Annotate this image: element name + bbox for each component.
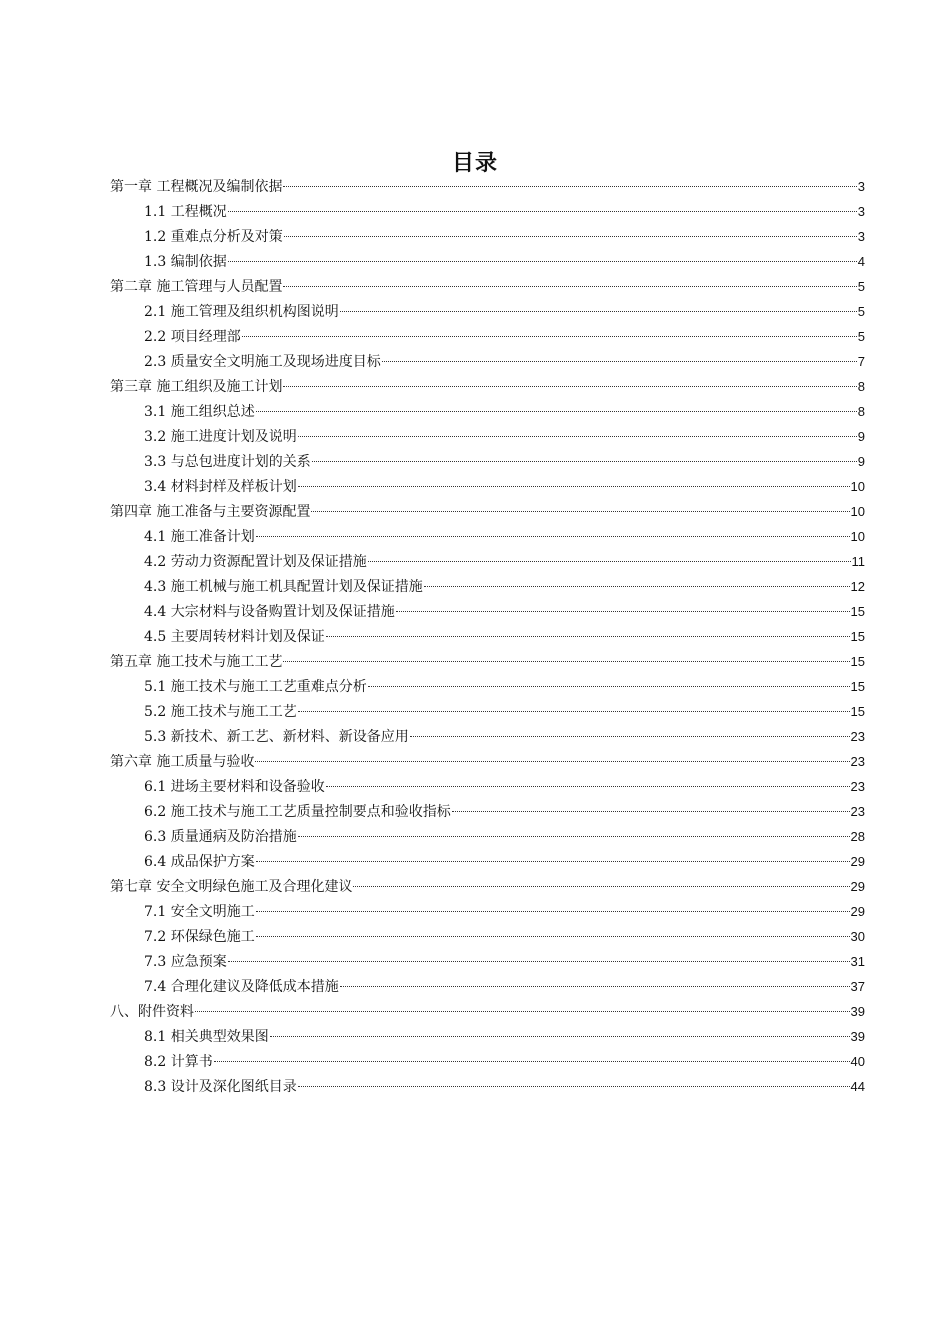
toc-section-entry[interactable]	[110, 474, 865, 499]
toc-dot-leader	[298, 1086, 850, 1087]
toc-dot-leader	[284, 236, 857, 237]
toc-page-number: 39	[850, 1029, 865, 1044]
toc-page-number: 15	[850, 629, 865, 644]
toc-dot-leader	[255, 761, 849, 762]
toc-section-entry[interactable]	[110, 799, 865, 824]
toc-section-entry[interactable]	[110, 924, 865, 949]
toc-entry-label: 5.2 施工技术与施工工艺	[144, 704, 297, 720]
toc-dot-leader	[228, 261, 857, 262]
toc-dot-leader	[326, 786, 850, 787]
toc-section-entry[interactable]	[110, 949, 865, 974]
toc-chapter-entry[interactable]	[110, 174, 865, 199]
toc-page-number: 5	[857, 304, 865, 319]
toc-section-entry[interactable]	[110, 1024, 865, 1049]
toc-entry-label: 八、附件资料	[110, 1004, 194, 1020]
toc-entry-label: 6.4 成品保护方案	[144, 854, 255, 870]
toc-dot-leader	[368, 686, 850, 687]
toc-section-entry[interactable]	[110, 1049, 865, 1074]
toc-chapter-entry[interactable]	[110, 499, 865, 524]
toc-entry-label: 第二章 施工管理与人员配置	[110, 279, 283, 295]
toc-dot-leader	[452, 811, 850, 812]
toc-entry-label: 3.3 与总包进度计划的关系	[144, 454, 311, 470]
toc-page-number: 39	[850, 1004, 865, 1019]
toc-entry-label: 第四章 施工准备与主要资源配置	[110, 504, 311, 520]
toc-dot-leader	[410, 736, 850, 737]
toc-dot-leader	[340, 986, 850, 987]
toc-entry-label: 4.2 劳动力资源配置计划及保证措施	[144, 554, 367, 570]
toc-chapter-entry[interactable]	[110, 874, 865, 899]
toc-dot-leader	[311, 511, 849, 512]
toc-page-number: 28	[850, 829, 865, 844]
toc-entry-label: 第三章 施工组织及施工计划	[110, 379, 283, 395]
toc-section-entry[interactable]	[110, 199, 865, 224]
toc-entry-label: 8.2 计算书	[144, 1054, 213, 1070]
toc-entry-label: 1.2 重难点分析及对策	[144, 229, 283, 245]
toc-dot-leader	[256, 411, 857, 412]
toc-section-entry[interactable]	[110, 324, 865, 349]
toc-page-number: 31	[850, 954, 865, 969]
toc-dot-leader	[256, 861, 850, 862]
toc-entry-label: 1.3 编制依据	[144, 254, 227, 270]
toc-page-number: 15	[850, 679, 865, 694]
toc-page-number: 10	[850, 529, 865, 544]
toc-entry-label: 4.5 主要周转材料计划及保证	[144, 629, 325, 645]
toc-section-entry[interactable]	[110, 1074, 865, 1099]
toc-entry-label: 4.3 施工机械与施工机具配置计划及保证措施	[144, 579, 423, 595]
toc-section-entry[interactable]	[110, 724, 865, 749]
toc-page-number: 10	[850, 479, 865, 494]
toc-section-entry[interactable]	[110, 899, 865, 924]
toc-dot-leader	[326, 636, 850, 637]
toc-dot-leader	[298, 486, 850, 487]
toc-page-number: 15	[850, 604, 865, 619]
toc-dot-leader	[298, 436, 857, 437]
toc-page-number: 5	[857, 329, 865, 344]
toc-dot-leader	[353, 886, 849, 887]
toc-section-entry[interactable]	[110, 424, 865, 449]
toc-dot-leader	[283, 386, 856, 387]
toc-entry-label: 4.1 施工准备计划	[144, 529, 255, 545]
toc-page-number: 3	[857, 229, 865, 244]
toc-entry-label: 6.3 质量通病及防治措施	[144, 829, 297, 845]
toc-entry-label: 第一章 工程概况及编制依据	[110, 179, 283, 195]
toc-section-entry[interactable]	[110, 599, 865, 624]
toc-dot-leader	[340, 311, 857, 312]
table-of-contents	[110, 174, 865, 1099]
toc-entry-label: 4.4 大宗材料与设备购置计划及保证措施	[144, 604, 395, 620]
toc-page-number: 15	[850, 704, 865, 719]
toc-dot-leader	[256, 911, 850, 912]
toc-section-entry[interactable]	[110, 249, 865, 274]
toc-section-entry[interactable]	[110, 699, 865, 724]
toc-page-number: 3	[857, 204, 865, 219]
toc-section-entry[interactable]	[110, 574, 865, 599]
toc-entry-label: 第六章 施工质量与验收	[110, 754, 255, 770]
toc-page-number: 8	[857, 379, 865, 394]
toc-entry-label: 1.1 工程概况	[144, 204, 227, 220]
toc-dot-leader	[424, 586, 850, 587]
toc-dot-leader	[368, 561, 851, 562]
toc-entry-label: 2.3 质量安全文明施工及现场进度目标	[144, 354, 381, 370]
toc-entry-label: 8.3 设计及深化图纸目录	[144, 1079, 297, 1095]
toc-chapter-entry[interactable]	[110, 999, 865, 1024]
toc-dot-leader	[228, 211, 857, 212]
toc-chapter-entry[interactable]	[110, 274, 865, 299]
toc-entry-label: 第五章 施工技术与施工工艺	[110, 654, 283, 670]
toc-dot-leader	[214, 1061, 850, 1062]
toc-chapter-entry[interactable]	[110, 374, 865, 399]
toc-page-number: 7	[857, 354, 865, 369]
toc-section-entry[interactable]	[110, 399, 865, 424]
toc-chapter-entry[interactable]	[110, 649, 865, 674]
toc-section-entry[interactable]	[110, 849, 865, 874]
toc-page-number: 8	[857, 404, 865, 419]
toc-entry-label: 3.2 施工进度计划及说明	[144, 429, 297, 445]
toc-page-number: 5	[857, 279, 865, 294]
toc-dot-leader	[382, 361, 857, 362]
toc-dot-leader	[283, 661, 849, 662]
toc-entry-label: 7.4 合理化建议及降低成本措施	[144, 979, 339, 995]
toc-page-number: 15	[850, 654, 865, 669]
toc-page-number: 9	[857, 454, 865, 469]
toc-page-number: 40	[850, 1054, 865, 1069]
toc-page-number: 44	[850, 1079, 865, 1094]
toc-dot-leader	[298, 836, 850, 837]
toc-section-entry[interactable]	[110, 549, 865, 574]
toc-section-entry[interactable]	[110, 449, 865, 474]
toc-entry-label: 第七章 安全文明绿色施工及合理化建议	[110, 879, 353, 895]
toc-dot-leader	[270, 1036, 850, 1037]
toc-entry-label: 7.1 安全文明施工	[144, 904, 255, 920]
toc-page-number: 11	[851, 554, 865, 569]
toc-section-entry[interactable]	[110, 349, 865, 374]
toc-dot-leader	[283, 286, 856, 287]
toc-section-entry[interactable]	[110, 674, 865, 699]
toc-entry-label: 2.2 项目经理部	[144, 329, 241, 345]
toc-page-number: 23	[850, 754, 865, 769]
toc-page-number: 37	[850, 979, 865, 994]
toc-entry-label: 5.1 施工技术与施工工艺重难点分析	[144, 679, 367, 695]
toc-page-number: 29	[850, 854, 865, 869]
toc-page-number: 23	[850, 779, 865, 794]
toc-dot-leader	[228, 961, 850, 962]
toc-page-number: 4	[857, 254, 865, 269]
toc-dot-leader	[283, 186, 856, 187]
toc-page-number: 30	[850, 929, 865, 944]
toc-dot-leader	[298, 711, 850, 712]
toc-dot-leader	[195, 1011, 850, 1012]
toc-entry-label: 3.4 材料封样及样板计划	[144, 479, 297, 495]
toc-dot-leader	[396, 611, 850, 612]
toc-section-entry[interactable]	[110, 224, 865, 249]
toc-entry-label: 6.1 进场主要材料和设备验收	[144, 779, 325, 795]
toc-entry-label: 5.3 新技术、新工艺、新材料、新设备应用	[144, 729, 409, 745]
toc-dot-leader	[256, 936, 850, 937]
toc-entry-label: 8.1 相关典型效果图	[144, 1029, 269, 1045]
toc-entry-label: 7.3 应急预案	[144, 954, 227, 970]
toc-section-entry[interactable]	[110, 774, 865, 799]
toc-page-number: 12	[850, 579, 865, 594]
toc-section-entry[interactable]	[110, 824, 865, 849]
toc-entry-label: 2.1 施工管理及组织机构图说明	[144, 304, 339, 320]
toc-section-entry[interactable]	[110, 624, 865, 649]
toc-dot-leader	[312, 461, 857, 462]
toc-entry-label: 7.2 环保绿色施工	[144, 929, 255, 945]
toc-page-number: 9	[857, 429, 865, 444]
toc-page-number: 3	[857, 179, 865, 194]
toc-chapter-entry[interactable]	[110, 749, 865, 774]
toc-entry-label: 6.2 施工技术与施工工艺质量控制要点和验收指标	[144, 804, 451, 820]
toc-dot-leader	[242, 336, 857, 337]
toc-page-number: 10	[850, 504, 865, 519]
toc-dot-leader	[256, 536, 850, 537]
toc-page-number: 23	[850, 804, 865, 819]
toc-section-entry[interactable]	[110, 974, 865, 999]
toc-page-number: 23	[850, 729, 865, 744]
toc-page-number: 29	[850, 879, 865, 894]
toc-title: 目录	[451, 150, 498, 176]
toc-page-number: 29	[850, 904, 865, 919]
toc-section-entry[interactable]	[110, 524, 865, 549]
toc-section-entry[interactable]	[110, 299, 865, 324]
toc-entry-label: 3.1 施工组织总述	[144, 404, 255, 420]
